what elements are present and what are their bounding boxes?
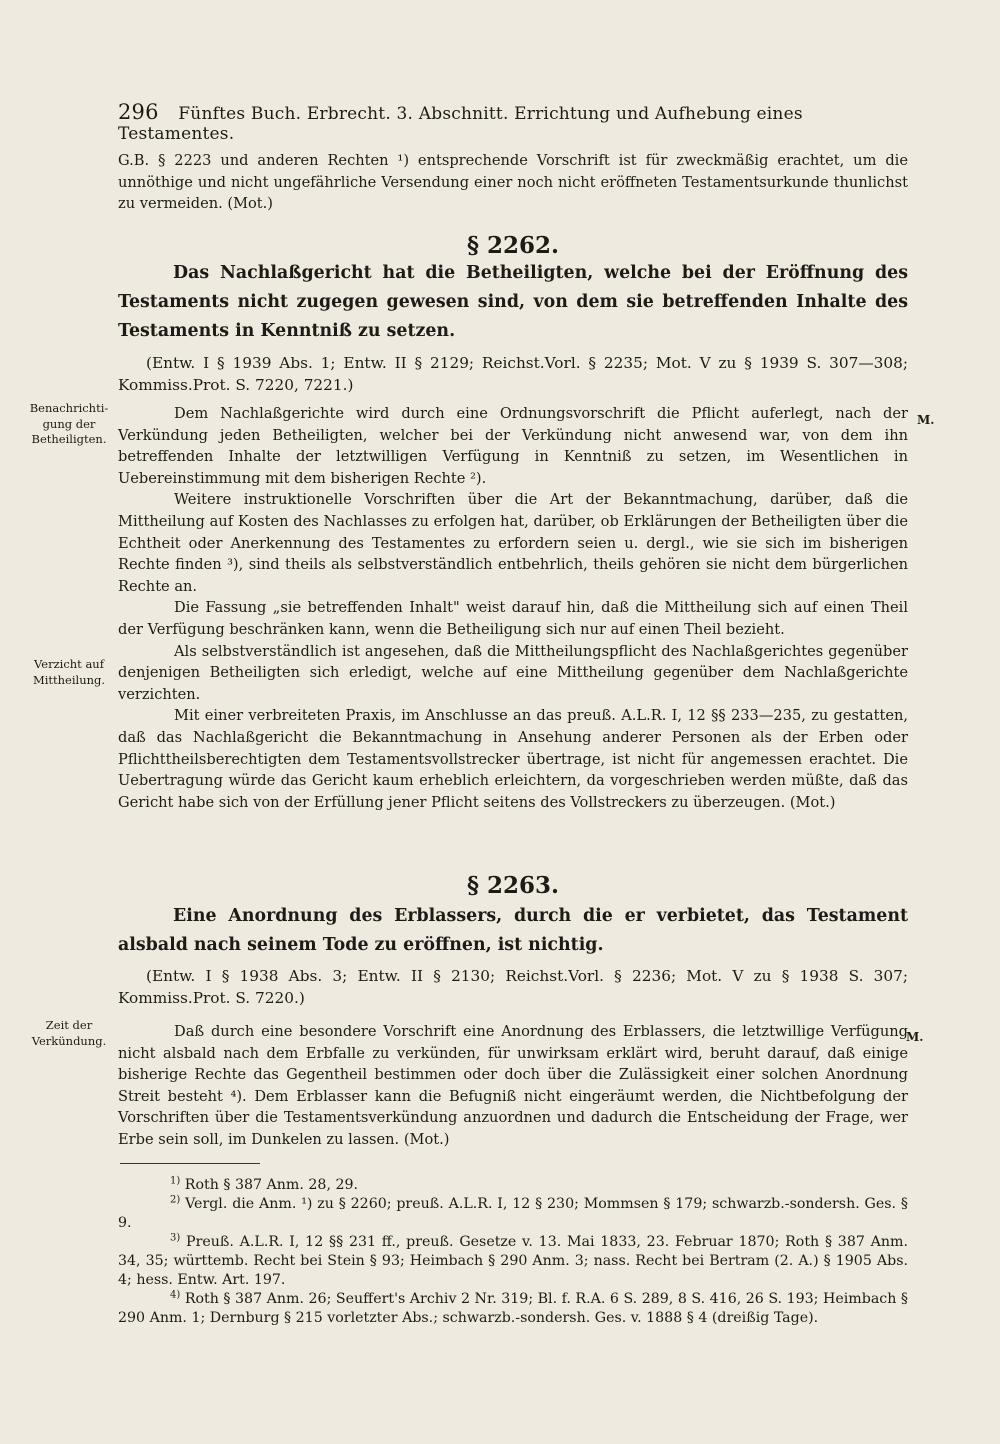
margin-note: Zeit der Verkündung. (31, 1018, 107, 1048)
legislative-references: (Entw. I § 1938 Abs. 3; Entw. II § 2130; Reichst.Vorl. § 2236; Mot. V zu § 1938 S. 307; Kommiss.Prot. S. 7220.) (118, 967, 908, 1007)
footnote: $^{2)}$ Vergl. die Anm. ¹) zu § 2260; preuß. A.L.R. I, 12 § 230; Mommsen § 179; schwarzb.-sondersh. Ges. § 9. (118, 1194, 908, 1231)
footnote: $^{1)}$ Roth § 387 Anm. 28, 29. (170, 1175, 359, 1193)
running-header (118, 100, 908, 144)
margin-note: Benachrichti-gung der Betheiligten. (29, 401, 109, 446)
paragraph: Weitere instruktionelle Vorschriften über die Art der Bekanntmachung, darüber, daß die Mittheilung auf Kosten des Nachlasses zu erfolgen hat, darüber, ob Erklärungen der Betheiligten über die Echtheit oder Anerkennung des Testamentes zu erfordern seien u. dergl., wie sie sich im bisherigen Rechte finden ³), sind theils als selbstverständlich entbehrlich, theils gehören sie nicht dem bürgerlichen Rechte an. (118, 491, 908, 595)
law-text: Das Nachlaßgericht hat die Betheiligten, welche bei der Eröffnung des Testaments nicht zugegen gewesen sind, von dem sie betreffenden Inhalte des Testaments in Kenntniß zu setzen. (118, 263, 908, 341)
page-number: 296 (118, 100, 159, 124)
footnotes (118, 1176, 908, 1328)
commentary (118, 403, 908, 813)
paragraph: Mit einer verbreiteten Praxis, im Anschlusse an das preuß. A.L.R. I, 12 §§ 233—235, zu gestatten, daß das Nachlaßgericht die Bekanntmachung in Ansehung anderer Personen als der Erben oder Pflichttheilsberechtigten dem Testamentsvollstrecker übertrage, ist nicht für angemessen erachtet. Die Uebertragung würde das Gericht kaum erheblich erleichtern, da vorgeschrieben werden müßte, daß das Gericht habe sich von der Erfüllung jener Pflicht seitens des Vollstreckers zu überzeugen. (Mot.) (118, 707, 908, 811)
margin-note: Verzicht auf Mittheilung. (32, 657, 106, 687)
motive-mark: M. (917, 413, 935, 427)
motive-mark: M. (906, 1030, 924, 1044)
law-text: Eine Anordnung des Erblassers, durch die er verbietet, das Testament alsbald nach seinem Tode zu eröffnen, ist nichtig. (118, 906, 908, 955)
footnote: $^{4)}$ Roth § 387 Anm. 26; Seuffert's Archiv 2 Nr. 319; Bl. f. R.A. 6 S. 289, 8 S. 416, 26 S. 193; Heimbach § 290 Anm. 1; Dernburg § 215 vorletzter Abs.; schwarzb.-sondersh. Ges. v. 1888 § 4 (dreißig Tage). (118, 1289, 909, 1326)
footnote: $^{3)}$ Preuß. A.L.R. I, 12 §§ 231 ff., preuß. Gesetze v. 13. Mai 1833, 23. Februar 1870; Roth § 387 Anm. 34, 35; württemb. Recht bei Stein § 93; Heimbach § 290 Anm. 3; nass. Recht bei Bertram (2. A.) § 1905 Abs. 4; hess. Entw. Art. 197. (118, 1232, 908, 1288)
paragraph: Dem Nachlaßgerichte wird durch eine Ordnungsvorschrift die Pflicht auferlegt, nach der Verkündung jeden Betheiligten, welcher bei der Verkündung nicht anwesend war, von dem ihn betreffenden Inhalte der letztwilligen Verfügung in Kenntniß zu setzen, im Wesentlichen in Uebereinstimmung mit dem bisherigen Rechte ²). (118, 405, 908, 487)
paragraph: Daß durch eine besondere Vorschrift eine Anordnung des Erblassers, die letztwillige Verfügung nicht alsbald nach dem Erbfalle zu verkünden, für unwirksam erklärt wird, beruht darauf, daß einige bisherige Rechte das Gegentheil bestimmen oder doch über die Zulässigkeit einer solchen Anordnung Streit besteht ⁴). Dem Erblasser kann die Befugniß nicht eingeräumt werden, die Nichtbefolgung der Vorschriften über die Testamentsverkündung anzuordnen und dadurch die Entscheidung der Frage, wer Erbe sein soll, im Dunkelen zu lassen. (Mot.) (118, 1023, 908, 1148)
section-heading: § 2262. (466, 232, 560, 259)
legislative-references: (Entw. I § 1939 Abs. 1; Entw. II § 2129; Reichst.Vorl. § 2235; Mot. V zu § 1939 S. 307—308; Kommiss.Prot. S. 7220, 7221.) (118, 354, 908, 394)
paragraph: Als selbstverständlich ist angesehen, daß die Mittheilungspflicht des Nachlaßgerichtes gegenüber denjenigen Betheiligten sich erledigt, welche auf eine Mittheilung gegenüber dem Nachlaßgerichte verzichten. (118, 642, 908, 703)
paragraph: Die Fassung „sie betreffenden Inhalt" weist darauf hin, daß die Mittheilung sich auf einen Theil der Verfügung beschränken kann, wenn die Betheiligung sich nur auf einen Theil bezieht. (118, 599, 908, 638)
running-title: Fünftes Buch. Erbrecht. 3. Abschnitt. Errichtung und Aufhebung eines Testamentes. (118, 104, 803, 144)
commentary (118, 1021, 908, 1151)
section-heading: § 2263. (466, 872, 560, 899)
footnote-rule (120, 1163, 260, 1164)
intro-paragraph: G.B. § 2223 und anderen Rechten ¹) entsprechende Vorschrift ist für zweckmäßig erachtet, um die unnöthige und nicht ungefährliche Versendung einer noch nicht eröffneten Testamentsurkunde thunlichst zu vermeiden. (Mot.) (118, 152, 908, 213)
